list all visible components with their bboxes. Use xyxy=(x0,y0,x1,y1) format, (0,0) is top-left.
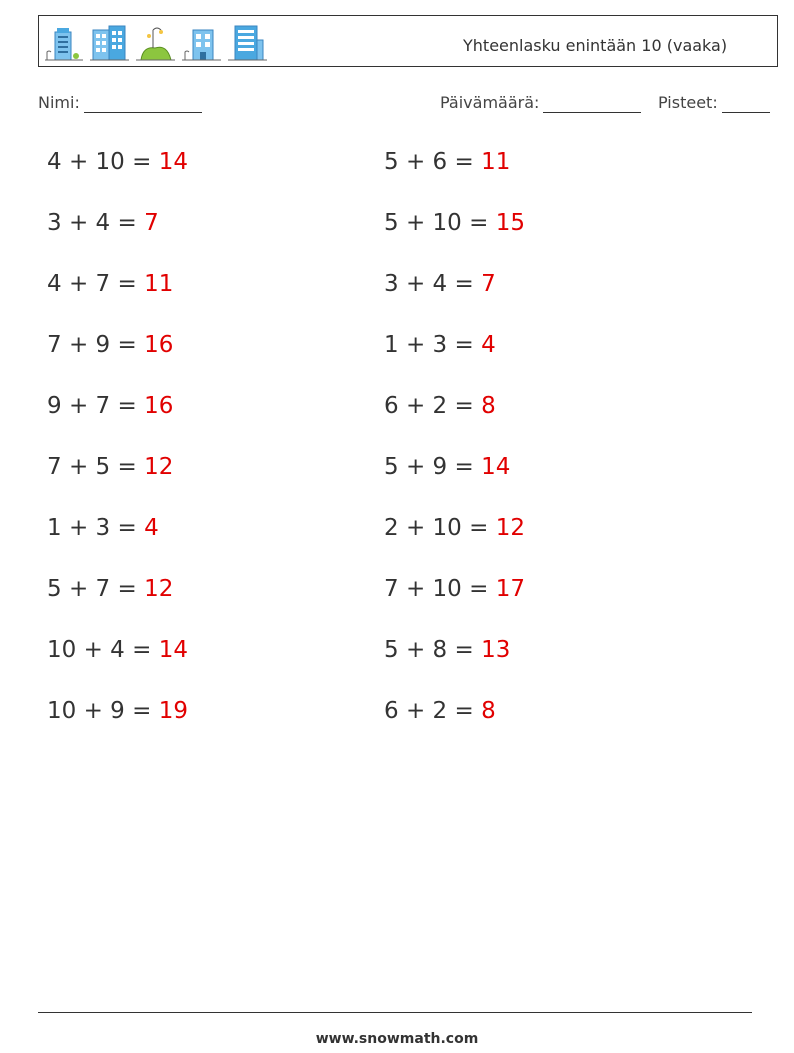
problem-grid xyxy=(47,131,747,751)
problem-item xyxy=(384,635,510,665)
problem-answer: 14 xyxy=(481,454,511,480)
problem-question: 7 + 10 = xyxy=(384,576,496,602)
problem-answer: 16 xyxy=(144,332,174,358)
problem-answer: 11 xyxy=(481,149,511,175)
problem-question: 6 + 2 = xyxy=(384,698,482,724)
problem-answer: 14 xyxy=(158,637,188,663)
problem-question: 4 + 7 = xyxy=(47,271,145,297)
problem-item xyxy=(47,147,188,177)
problem-answer: 16 xyxy=(144,393,174,419)
problem-question: 5 + 10 = xyxy=(384,210,496,236)
problem-item xyxy=(47,269,173,299)
problem-question: 9 + 7 = xyxy=(47,393,145,419)
name-field xyxy=(38,93,202,113)
problem-item xyxy=(47,635,188,665)
problem-item xyxy=(384,330,496,360)
problem-question: 7 + 9 = xyxy=(47,332,145,358)
problem-answer: 4 xyxy=(481,332,496,358)
problem-question: 3 + 4 = xyxy=(384,271,482,297)
problem-question: 7 + 5 = xyxy=(47,454,145,480)
problem-answer: 14 xyxy=(158,149,188,175)
problem-question: 10 + 4 = xyxy=(47,637,159,663)
problem-question: 1 + 3 = xyxy=(47,515,145,541)
problem-question: 5 + 7 = xyxy=(47,576,145,602)
problem-item xyxy=(47,452,173,482)
problem-question: 6 + 2 = xyxy=(384,393,482,419)
score-label: Pisteet: xyxy=(658,93,718,112)
problem-answer: 8 xyxy=(481,393,496,419)
problem-question: 10 + 9 = xyxy=(47,698,159,724)
problem-item xyxy=(384,513,525,543)
problem-item xyxy=(384,269,496,299)
date-field xyxy=(440,93,641,113)
problem-item xyxy=(47,574,173,604)
problem-question: 3 + 4 = xyxy=(47,210,145,236)
worksheet-header xyxy=(38,15,778,67)
problem-answer: 7 xyxy=(481,271,496,297)
problem-item xyxy=(384,208,525,238)
problem-question: 2 + 10 = xyxy=(384,515,496,541)
problem-answer: 13 xyxy=(481,637,511,663)
problem-answer: 15 xyxy=(495,210,525,236)
problem-answer: 12 xyxy=(144,576,174,602)
problem-answer: 17 xyxy=(495,576,525,602)
problem-question: 4 + 10 = xyxy=(47,149,159,175)
park-tree-icon xyxy=(135,22,177,64)
name-label: Nimi: xyxy=(38,93,80,112)
office-building-icon xyxy=(89,22,131,64)
problem-item xyxy=(47,391,173,421)
problem-answer: 12 xyxy=(495,515,525,541)
problem-item xyxy=(384,147,510,177)
problem-item xyxy=(384,574,525,604)
problem-answer: 19 xyxy=(158,698,188,724)
problem-item xyxy=(384,696,496,726)
problem-question: 5 + 8 = xyxy=(384,637,482,663)
name-blank[interactable] xyxy=(84,96,202,113)
score-field xyxy=(658,93,770,113)
problem-item xyxy=(47,696,188,726)
problem-question: 1 + 3 = xyxy=(384,332,482,358)
building-icon xyxy=(43,22,85,64)
tower-icon xyxy=(227,22,269,64)
worksheet-title: Yhteenlasku enintään 10 (vaaka) xyxy=(463,36,728,55)
problem-answer: 7 xyxy=(144,210,159,236)
date-label: Päivämäärä: xyxy=(440,93,540,112)
problem-question: 5 + 9 = xyxy=(384,454,482,480)
score-blank[interactable] xyxy=(722,96,770,113)
footer-url: www.snowmath.com xyxy=(315,1031,479,1047)
problem-item xyxy=(384,391,496,421)
problem-answer: 8 xyxy=(481,698,496,724)
problem-item xyxy=(47,330,173,360)
problem-answer: 4 xyxy=(144,515,159,541)
footer-divider xyxy=(38,1012,752,1013)
problem-item xyxy=(384,452,510,482)
problem-answer: 12 xyxy=(144,454,174,480)
date-blank[interactable] xyxy=(543,96,641,113)
problem-item xyxy=(47,513,159,543)
apartment-icon xyxy=(181,22,223,64)
problem-question: 5 + 6 = xyxy=(384,149,482,175)
problem-item xyxy=(47,208,159,238)
problem-answer: 11 xyxy=(144,271,174,297)
